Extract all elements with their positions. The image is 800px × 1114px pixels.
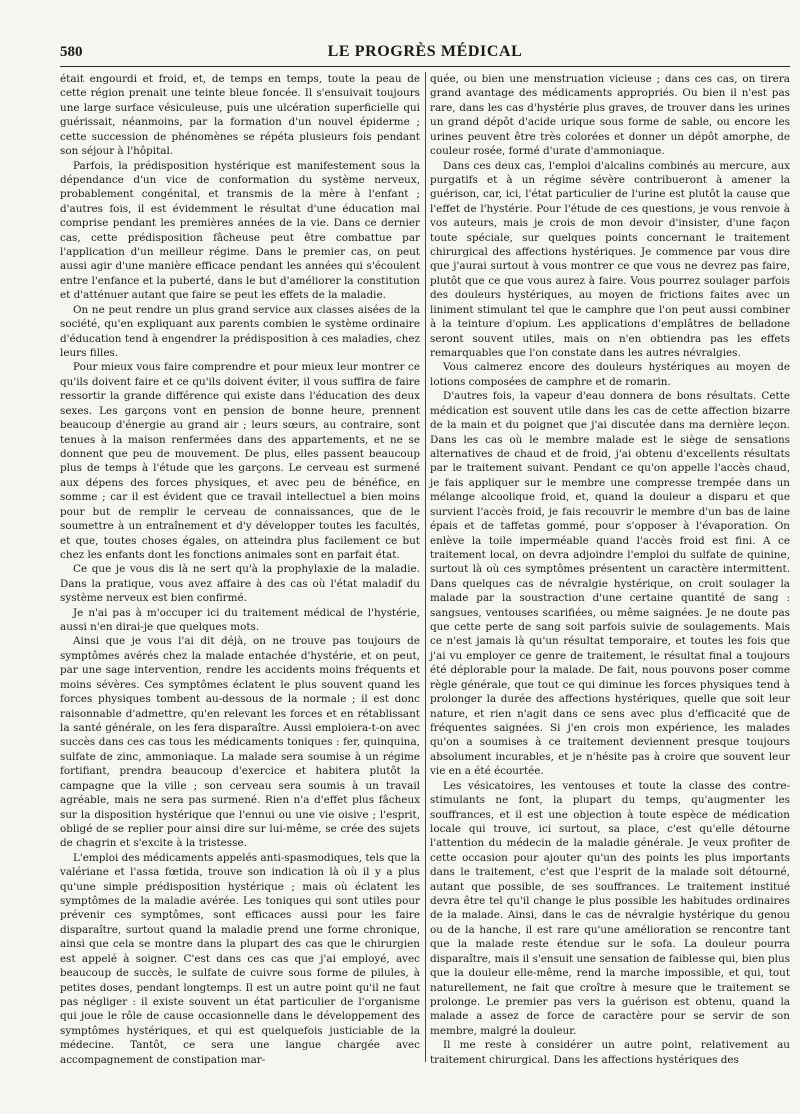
page-header xyxy=(60,42,790,64)
paragraph: Il me reste à considérer un autre point, relativement au traitement chirurgical. Dans les affections hystériques des xyxy=(430,1039,790,1066)
right-column xyxy=(430,72,790,1067)
paragraph: Je n'ai pas à m'occuper ici du traitement médical de l'hystérie, aussi n'en dirai-je que quelques mots. xyxy=(60,606,420,634)
paragraph: Parfois, la prédisposition hystérique est manifestement sous la dépendance d'un vice de conformation du système nerveux, probablement congénital, et transmis de la mère à l'enfant ; d'autres fois, il est évidemment le résultat d'une éducation mal comprise pendant les premières années de la vie. Dans ce dernier cas, cette prédisposition fâcheuse peut être combattue par l'application d'un meilleur régime. Dans le premier cas, on peut aussi agir d'une manière efficace pendant les années qui s'écoulent entre l'enfance et la puberté, dans le but d'améliorer la constitution et d'atténuer autant que faire se peut les effets de la maladie. xyxy=(60,159,420,302)
column-divider xyxy=(425,72,426,1062)
paragraph: était engourdi et froid, et, de temps en temps, toute la peau de cette région prenait une teinte bleue foncée. Il s'ensuivait toujours une large surface vésiculeuse, puis une ulcération superficielle qui guérissait, néanmoins, par la formation d'un nouvel épiderme ; cette succession de phénomènes se répéta plusieurs fois pendant son séjour à l'hôpital. xyxy=(60,73,420,158)
paragraph: Dans ces deux cas, l'emploi d'alcalins combinés au mercure, aux purgatifs et à un régime sévère contribueront à amener la guérison, car, ici, l'état particulier de l'urine est plutôt la cause que l'effet de l'hystérie. Pour l'étude de ces questions, je vous renvoie à vos auteurs, mais je crois de mon devoir d'insister, d'une façon toute spéciale, sur quelques points concernant le traitement chirurgical des affections hystériques. Je commence par vous dire que j'aurai surtout à vous montrer ce que vous ne devrez pas faire, plutôt que ce que vous aurez à faire. Vous pourrez soulager parfois des douleurs hystériques, au moyen de frictions faites avec un liniment stimulant tel que le camphre que l'on peut aussi combiner à la teinture d'opium. Les applications d'emplâtres de belladone seront souvent utiles, mais on n'en obtiendra pas les effets remarquables que l'on constate dans les autres névralgies. xyxy=(430,159,790,360)
paragraph: On ne peut rendre un plus grand service aux classes aisées de la société, qu'en expliquant aux parents combien le système ordinaire d'éducation tend à engendrer la prédisposition à ces maladies, chez leurs filles. xyxy=(60,303,420,360)
journal-title: LE PROGRÈS MÉDICAL xyxy=(327,43,523,60)
page-number: 580 xyxy=(60,44,83,60)
paragraph: Pour mieux vous faire comprendre et pour mieux leur montrer ce qu'ils doivent faire et ce qu'ils doivent éviter, il vous suffira de faire ressortir la grande différence qui existe dans l'éducation des deux sexes. Les garçons vont en pension de bonne heure, prennent beaucoup d'énergie au grand air ; leurs sœurs, au contraire, sont tenues à la maison renfermées dans des appartements, et ne se donnent que peu de mouvement. De plus, elles passent beaucoup plus de temps à l'étude que les garçons. Le cerveau est surmené aux dépens des forces physiques, et avec peu de bénéfice, en somme ; car il est évident que ce travail intellectuel a bien moins pour but de remplir le cerveau de connaissances, que de le soumettre à un entraînement et d'y développer toutes les facultés, et que, toutes choses égales, on atteindra plus facilement ce but chez les enfants dont les fonctions animales sont en parfait état. xyxy=(60,361,420,561)
paragraph: L'emploi des médicaments appelés anti-spasmodiques, tels que la valériane et l'assa fœtida, trouve son indication là où il y a plus qu'une simple prédisposition hystérique ; mais où éclatent les symptômes de la maladie avérée. Les toniques qui sont utiles pour prévenir ces symptômes, sont efficaces aussi pour les faire disparaître, surtout quand la maladie prend une forme chronique, ainsi que cela se montre dans la plupart des cas que le chirurgien est appelé à soigner. C'est dans ces cas que j'ai employé, avec beaucoup de succès, le sulfate de cuivre sous forme de pilules, à petites doses, pendant longtemps. Il est un autre point qu'il ne faut pas négliger : il existe souvent un état particulier de l'organisme qui joue le rôle de cause occasionnelle dans le développement des symptômes hystériques, et qui est quelquefois justiciable de la médecine. Tantôt, ce sera une langue chargée avec accompagnement de constipation mar- xyxy=(60,851,420,1066)
paragraph: Les vésicatoires, les ventouses et toute la classe des contre-stimulants ne font, la plupart du temps, qu'augmenter les souffrances, et il est une objection à toute espèce de médication locale qui trouve, ici surtout, sa place, c'est qu'elle détourne l'attention du médecin de la maladie générale. Je veux profiter de cette occasion pour ajouter qu'un des points les plus importants dans le traitement, c'est que l'esprit de la malade soit détourné, autant que possible, de ses souffrances. Le traitement institué devra être tel qu'il change le plus possible les habitudes ordinaires de la malade. Ainsi, dans le cas de névralgie hystérique du genou ou de la hanche, il est rare qu'une amélioration se rencontre tant que la malade reste étendue sur le sofa. La douleur pourra disparaître, mais il s'ensuit une sensation de faiblesse qui, bien plus que la douleur elle-même, rend la marche impossible, et qui, tout naturellement, ne fait que croître à mesure que le traitement se prolonge. Le premier pas vers la guérison est obtenu, quand la malade a assez de force de caractère pour se servir de son membre, malgré la douleur. xyxy=(430,779,790,1037)
paragraph: Ce que je vous dis là ne sert qu'à la prophylaxie de la maladie. Dans la pratique, vous avez affaire à des cas où l'état maladif du système nerveux est bien confirmé. xyxy=(60,563,420,605)
header-rule xyxy=(60,66,790,67)
paragraph: Vous calmerez encore des douleurs hystériques au moyen de lotions composées de camphre et de romarin. xyxy=(430,361,790,388)
paragraph: D'autres fois, la vapeur d'eau donnera de bons résultats. Cette médication est souvent utile dans les cas de cette affection bizarre de la main et du poignet que j'ai discutée dans ma dernière leçon. Dans les cas où le membre malade est le siège de sensations alternatives de chaud et de froid, j'ai obtenu d'excellents résultats par le traitement suivant. Pendant ce qu'on appelle l'accès chaud, je fais appliquer sur le membre une compresse trempée dans un mélange alcoolique froid, et, quand la douleur a disparu et que survient l'accès froid, je fais recouvrir le membre d'un bas de laine épais et de taffetas gommé, pour s'opposer à l'évaporation. On enlève la toile imperméable quand l'accès froid est fini. A ce traitement local, on devra adjoindre l'emploi du sulfate de quinine, surtout là où ces symptômes présentent un caractère intermittent. Dans quelques cas de névralgie hystérique, on croit soulager la malade par la soustraction d'une certaine quantité de sang : sangsues, ventouses scarifiées, ou même saignées. Je ne doute pas que cette perte de sang soit parfois suivie de soulagements. Mais ce n'est jamais là qu'un résultat temporaire, et toutes les fois que j'ai vu employer ce genre de traitement, le résultat final a toujours été déplorable pour la malade. De fait, nous pouvons poser comme règle générale, que tout ce qui diminue les forces physiques tend à prolonger la durée des affections hystériques, quelle que soit leur nature, et rien n'agit dans ce sens avec plus d'efficacité que de fréquentes saignées. Si j'en crois mon expérience, les malades qu'on a soumises à ce traitement deviennent presque toujours absolument incurables, et je n'hésite pas à croire que souvent leur vie en a été écourtée. xyxy=(430,390,790,778)
paragraph: Ainsi que je vous l'ai dit déjà, on ne trouve pas toujours de symptômes avérés chez la malade entachée d'hystérie, et on peut, par une sage intervention, rendre les accidents moins fréquents et moins sévères. Ces symptômes éclatent le plus souvent quand les forces physiques tombent au-dessous de la normale ; il est donc raisonnable d'admettre, qu'en relevant les forces et en rétablissant la santé générale, on les fera disparaître. Aussi emploiera-t-on avec succès dans ces cas tous les médicaments toniques : fer, quinquina, sulfate de zinc, ammoniaque. La malade sera soumise à un régime fortifiant, prendra beaucoup d'exercice et habitera plutôt la campagne que la ville ; son cerveau sera soumis à un travail agréable, mais ne sera pas surmené. Rien n'a d'effet plus fâcheux sur la disposition hystérique que l'ennui ou une vie oisive ; l'esprit, obligé de se replier pour ainsi dire sur lui-même, se crée des sujets de chagrin et s'excite à la tristesse. xyxy=(60,635,420,850)
paragraph: quée, ou bien une menstruation vicieuse ; dans ces cas, on tirera grand avantage des médicaments appropriés. Ou bien il n'est pas rare, dans les cas d'hystérie plus graves, de trouver dans les urines un grand dépôt d'acide urique sous forme de sable, ou encore les urines peuvent être très colorées et donner un dépôt amorphe, de couleur rosée, formé d'urate d'ammoniaque. xyxy=(430,73,790,158)
left-column xyxy=(60,72,420,1067)
